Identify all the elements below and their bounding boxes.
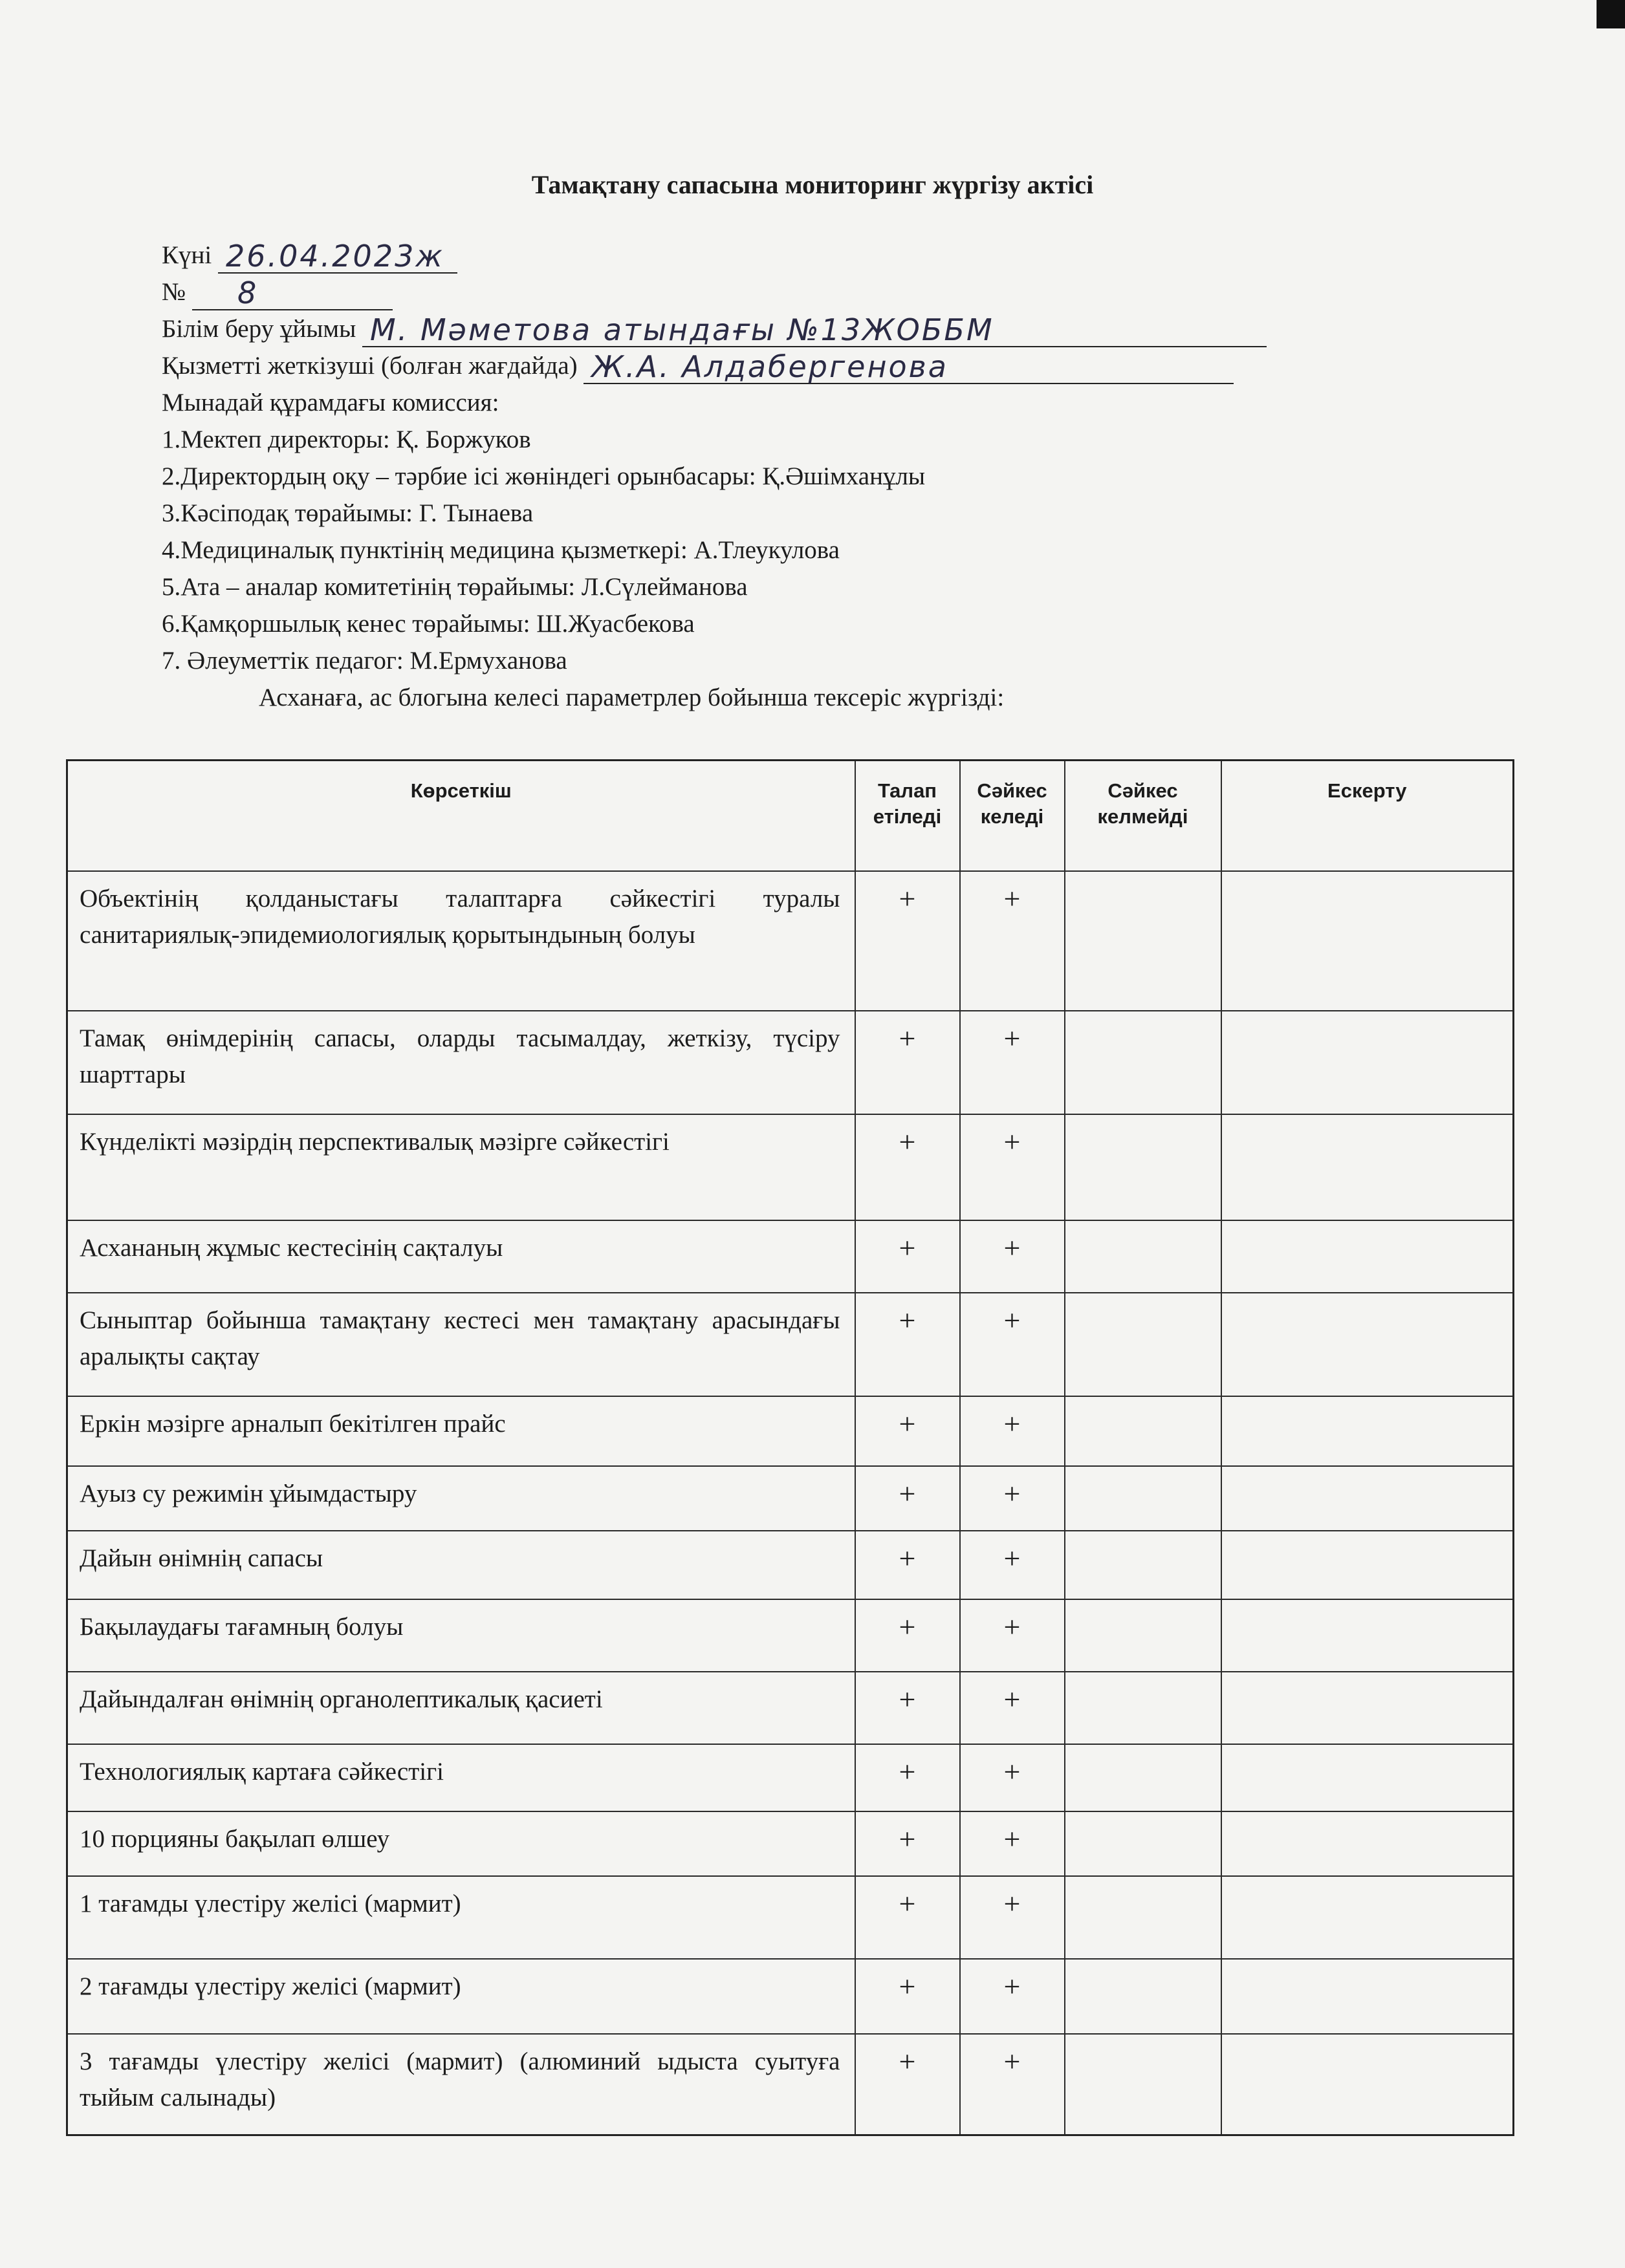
table-header-row: [67, 761, 1514, 872]
noncompliant-cell: [1065, 1220, 1221, 1293]
document-title: Тамақтану сапасына мониторинг жүргізу актісі: [531, 170, 1094, 199]
indicator-cell: 2 тағамды үлестіру желісі (мармит): [67, 1959, 855, 2034]
table-row: [67, 1220, 1514, 1293]
indicator-cell: Күнделікті мәзірдің перспективалық мәзірге сәйкестігі: [67, 1114, 855, 1220]
note-cell: [1221, 1744, 1514, 1811]
note-cell: [1221, 1293, 1514, 1396]
compliant-cell: +: [960, 1396, 1065, 1466]
compliant-cell: +: [960, 1599, 1065, 1672]
indicator-cell: 3 тағамды үлестіру желісі (мармит) (алюминий ыдыста суытуға тыйым салынады): [67, 2034, 855, 2135]
required-cell: +: [855, 1811, 960, 1876]
commission-member: 2.Директордың оқу – тәрбие ісі жөніндегі орынбасары: Қ.Әшімханұлы: [162, 462, 926, 490]
table-row: [67, 1599, 1514, 1672]
header-fields: [162, 237, 1267, 716]
date-label: Күні: [162, 241, 212, 269]
noncompliant-cell: [1065, 1293, 1221, 1396]
table-row: [67, 2034, 1514, 2135]
commission-member: 6.Қамқоршылық кенес төрайымы: Ш.Жуасбекова: [162, 610, 695, 638]
indicator-cell: 1 тағамды үлестіру желісі (мармит): [67, 1876, 855, 1959]
noncompliant-cell: [1065, 1811, 1221, 1876]
noncompliant-cell: [1065, 1672, 1221, 1744]
compliant-cell: +: [960, 1114, 1065, 1220]
indicator-cell: Тамақ өнімдерінің сапасы, оларды тасымалдау, жеткізу, түсіру шарттары: [67, 1011, 855, 1114]
indicator-cell: Технологиялық картаға сәйкестігі: [67, 1744, 855, 1811]
note-cell: [1221, 1114, 1514, 1220]
note-cell: [1221, 1811, 1514, 1876]
table-row: [67, 1531, 1514, 1599]
noncompliant-cell: [1065, 1599, 1221, 1672]
compliant-cell: +: [960, 871, 1065, 1011]
table-row: [67, 1466, 1514, 1531]
compliant-cell: +: [960, 1876, 1065, 1959]
required-cell: +: [855, 1220, 960, 1293]
compliant-cell: +: [960, 1811, 1065, 1876]
indicator-cell: Дайындалған өнімнің органолептикалық қасиеті: [67, 1672, 855, 1744]
header-required: Талап етіледі: [855, 761, 960, 872]
required-cell: +: [855, 1531, 960, 1599]
commission-label: Мынадай құрамдағы комиссия:: [162, 389, 499, 416]
noncompliant-cell: [1065, 1466, 1221, 1531]
supplier-field: [583, 351, 1234, 384]
table-row: [67, 1744, 1514, 1811]
org-value: М. Мәметова атындағы №13ЖОББМ: [370, 312, 994, 347]
required-cell: +: [855, 1293, 960, 1396]
required-cell: +: [855, 1599, 960, 1672]
indicator-cell: Бақылаудағы тағамның болуы: [67, 1599, 855, 1672]
indicator-cell: 10 порцияны бақылап өлшеу: [67, 1811, 855, 1876]
required-cell: +: [855, 1396, 960, 1466]
table-row: [67, 1811, 1514, 1876]
note-cell: [1221, 871, 1514, 1011]
commission-member: 7. Әлеуметтік педагог: М.Ермуханова: [162, 647, 567, 675]
note-cell: [1221, 1011, 1514, 1114]
note-cell: [1221, 1959, 1514, 2034]
required-cell: +: [855, 2034, 960, 2135]
compliant-cell: +: [960, 1466, 1065, 1531]
compliant-cell: +: [960, 2034, 1065, 2135]
table-row: [67, 871, 1514, 1011]
org-field: [362, 314, 1267, 347]
commission-member: 1.Мектеп директоры: Қ. Боржуков: [162, 426, 531, 453]
note-cell: [1221, 1396, 1514, 1466]
date-line: [162, 237, 1267, 274]
compliant-cell: +: [960, 1011, 1065, 1114]
header-note: Ескерту: [1221, 761, 1514, 872]
table-row: [67, 1959, 1514, 2034]
number-value: 8: [237, 275, 259, 310]
note-cell: [1221, 1531, 1514, 1599]
table-row: [67, 1011, 1514, 1114]
number-label: №: [162, 278, 186, 306]
compliant-cell: +: [960, 1959, 1065, 2034]
noncompliant-cell: [1065, 871, 1221, 1011]
note-cell: [1221, 1672, 1514, 1744]
table-row: [67, 1672, 1514, 1744]
noncompliant-cell: [1065, 1531, 1221, 1599]
date-field: [218, 240, 457, 274]
compliant-cell: +: [960, 1293, 1065, 1396]
header-compliant: Сәйкес келеді: [960, 761, 1065, 872]
date-value: 26.04.2023ж: [225, 239, 444, 274]
required-cell: +: [855, 1114, 960, 1220]
compliant-cell: +: [960, 1220, 1065, 1293]
compliant-cell: +: [960, 1531, 1065, 1599]
org-label: Білім беру ұйымы: [162, 315, 356, 343]
inspection-table: [66, 759, 1514, 2136]
table-row: [67, 1293, 1514, 1396]
table-row: [67, 1396, 1514, 1466]
indicator-cell: Объектінің қолданыстағы талаптарға сәйкестігі туралы санитариялық-эпидемиологиялық қорытындының болуы: [67, 871, 855, 1011]
indicator-cell: Асхананың жұмыс кестесінің сақталуы: [67, 1220, 855, 1293]
indicator-cell: Дайын өнімнің сапасы: [67, 1531, 855, 1599]
header-noncompliant: Сәйкес келмейді: [1065, 761, 1221, 872]
noncompliant-cell: [1065, 1959, 1221, 2034]
table-row: [67, 1876, 1514, 1959]
supplier-label: Қызметті жеткізуші (болған жағдайда): [162, 352, 578, 380]
indicator-cell: Еркін мәзірге арналып бекітілген прайс: [67, 1396, 855, 1466]
required-cell: +: [855, 1011, 960, 1114]
noncompliant-cell: [1065, 1876, 1221, 1959]
number-line: [162, 274, 1267, 310]
supplier-line: [162, 347, 1267, 384]
noncompliant-cell: [1065, 1744, 1221, 1811]
compliant-cell: +: [960, 1672, 1065, 1744]
commission-member: 3.Кәсіподақ төрайымы: Г. Тынаева: [162, 499, 534, 527]
required-cell: +: [855, 1876, 960, 1959]
table-row: [67, 1114, 1514, 1220]
indicator-cell: Сыныптар бойынша тамақтану кестесі мен тамақтану арасындағы аралықты сақтау: [67, 1293, 855, 1396]
note-cell: [1221, 1466, 1514, 1531]
noncompliant-cell: [1065, 1011, 1221, 1114]
noncompliant-cell: [1065, 1396, 1221, 1466]
required-cell: +: [855, 1744, 960, 1811]
scan-corner-mark: [1597, 0, 1625, 28]
supplier-value: Ж.А. Алдабергенова: [591, 349, 948, 384]
header-indicator: Көрсеткіш: [67, 761, 855, 872]
note-cell: [1221, 1220, 1514, 1293]
commission-member: 5.Ата – аналар комитетінің төрайымы: Л.Сүлейманова: [162, 573, 748, 601]
note-cell: [1221, 1599, 1514, 1672]
indicator-cell: Ауыз су режимін ұйымдастыру: [67, 1466, 855, 1531]
number-field: [192, 277, 393, 310]
required-cell: +: [855, 1959, 960, 2034]
required-cell: +: [855, 1466, 960, 1531]
required-cell: +: [855, 1672, 960, 1744]
noncompliant-cell: [1065, 1114, 1221, 1220]
inspection-intro: Асханаға, ас блогына келесі параметрлер бойынша тексеріс жүргізді:: [259, 684, 1005, 711]
required-cell: +: [855, 871, 960, 1011]
compliant-cell: +: [960, 1744, 1065, 1811]
noncompliant-cell: [1065, 2034, 1221, 2135]
note-cell: [1221, 2034, 1514, 2135]
note-cell: [1221, 1876, 1514, 1959]
commission-member: 4.Медициналық пунктінің медицина қызметкері: А.Тлеукулова: [162, 536, 840, 564]
org-line: [162, 310, 1267, 347]
